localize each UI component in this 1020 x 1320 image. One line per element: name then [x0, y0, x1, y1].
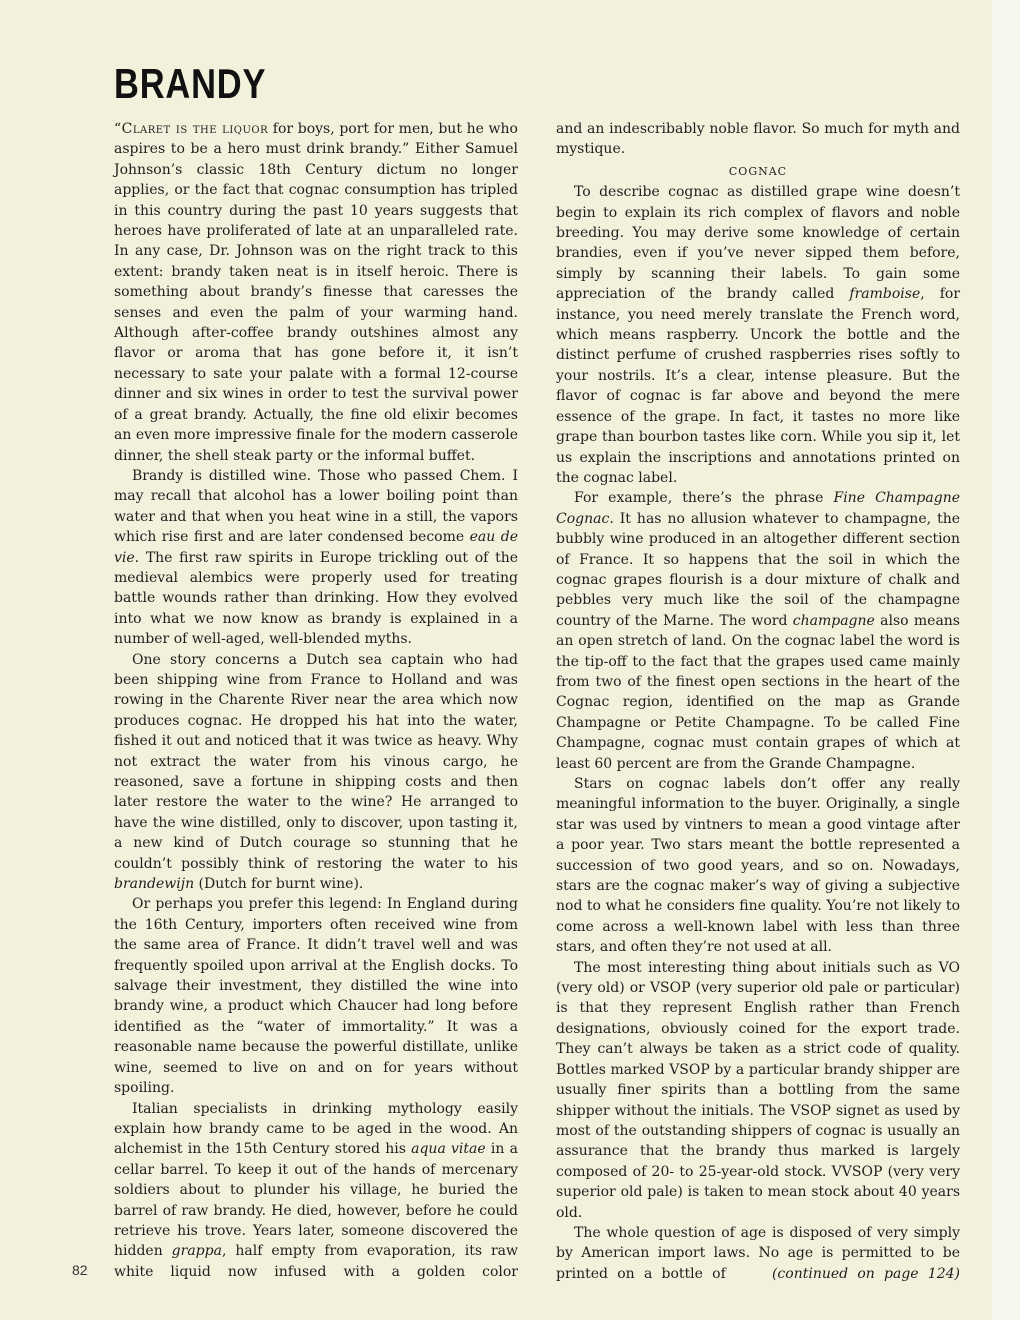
paragraph: One story concerns a Dutch sea captain who had been shipping wine from France to Holland and was rowing in the Charente River near the area which now produces cognac. He dropped his hat into the water, fished it out and noticed that it was twice as heavy. Why not extract the water from his vinous cargo, he reasoned, save a fortune in shipping costs and then later restore the water to the wine? He arranged to have the wine distilled, only to discover, upon tasting it, a new kind of Dutch courage so stunning that he couldn’t possibly think of restoring the water to his brandewijn (Dutch for burnt wine). — [114, 651, 518, 893]
page-edge — [992, 0, 1020, 1320]
italic-term: framboise — [849, 286, 921, 303]
paragraph: Stars on cognac labels don’t offer any really meaningful information to the buyer. Originally, a single star was used by vintners to mean a good vintage after a poor year. Two stars meant the bottle represented a succession of two good years, and so on. Nowadays, stars are the cognac maker’s way of giving a subjective nod to what he considers fine quality. You’re not likely to come across a well-known label with less than three stars, and often they’re not used at all. — [556, 776, 960, 956]
article-title: BRANDY — [114, 60, 267, 107]
italic-term: champagne — [792, 612, 875, 629]
lead-in: “Claret is the liquor — [114, 121, 269, 137]
italic-term: eau de vie — [114, 529, 518, 566]
paragraph: For example, there’s the phrase Fine Champagne Cognac. It has no allusion whatever to champagne, the bubbly wine produced in an altogether different section of France. It so happens that the soil in which the cognac grapes flourish is a dour mixture of chalk and pebbles very much like the soil of the champagne country of the Marne. The word champagne also means an open stretch of land. On the cognac label the word is the tip-off to the fact that the grapes used came mainly from two of the finest open sections in the heart of the Cognac region, identified on the map as Grande Champagne or Petite Champagne. To be called Fine Champagne, cognac must contain grapes of which at least 60 percent are from the Grande Champagne. — [556, 490, 960, 772]
paragraph: Or perhaps you prefer this legend: In England during the 16th Century, importers often received wine from the same area of France. It didn’t travel well and was frequently spoiled upon arrival at the English docks. To salvage their investment, they distilled the wine into brandy wine, a product which Chaucer had long before identified as the “water of immortality.” It was a reasonable name because the powerful distillate, unlike wine, seemed to live on and on for years without spoiling. — [114, 896, 518, 1097]
page-number: 82 — [72, 1262, 88, 1278]
paragraph: “Claret is the liquor for boys, port for men, but he who aspires to be a hero must drink brandy.” Either Samuel Johnson’s classic 18th Century dictum no longer applies, or the fact that cognac consumption has tripled in this country during the past 10 years suggests that heroes have proliferated of late at an unparalleled rate. In any case, Dr. Johnson was on the right track to this extent: brandy taken neat is in itself heroic. There is something about brandy’s finesse that caresses the senses and even the palm of your warming hand. Although after-coffee brandy outshines almost any flavor or aroma that has gone before it, it isn’t necessary to sate your palate with a formal 12-course dinner and six wines in order to test the survival power of a great brandy. Actually, the fine old elixir becomes an even more impressive finale for the modern casserole dinner, the shell steak party or the informal buffet. — [114, 121, 518, 464]
section-heading: COGNAC — [728, 164, 788, 178]
paragraph: and an indescribably noble flavor. So much for myth and mystique. — [556, 121, 960, 158]
italic-term: Fine Champagne Cognac — [556, 490, 960, 527]
italic-term: grappa — [171, 1243, 222, 1260]
paragraph: Italian specialists in drinking mythology easily explain how brandy came to be aged in the wood. An alchemist in the 15th Century stored his aqua vitae in a cellar barrel. To keep it out of the hands of mercenary soldiers about to plunder his village, he buried the barrel of raw brandy. He died, however, before he could retrieve his trove. Years later, someone discovered the hidden grappa, half empty from evaporation, its raw white liquid now infused with a golden color — [114, 1100, 519, 1280]
paragraph: The whole question of age is disposed of very simply by American import laws. No age is permitted to be printed on a bottle of (continued on page 124) — [556, 1224, 960, 1282]
left-column — [114, 119, 518, 1282]
right-column — [556, 119, 960, 1284]
italic-term: aqua vitae — [411, 1141, 486, 1158]
paragraph: To describe cognac as distilled grape wine doesn’t begin to explain its rich complex of flavors and noble breeding. You may derive some knowledge of certain brandies, even if you’ve never sipped them before, simply by scanning their labels. To gain some appreciation of the brandy called framboise, for instance, you need merely translate the French word, which means raspberry. Uncork the bottle and the distinct perfume of crushed raspberries rises softly to your nostrils. It’s a clear, intense pleasure. But the flavor of cognac is far above and beyond the mere essence of the grape. In fact, it tastes no more like grape than bourbon tastes like corn. While you sip it, let us explain the inscriptions and annotations printed on the cognac label. — [556, 184, 961, 486]
continued-note: (continued on page 124) — [771, 1265, 960, 1282]
paragraph: Brandy is distilled wine. Those who passed Chem. I may recall that alcohol has a lower boiling point than water and that when you heat wine in a still, the vapors which rise first and are later condensed become eau de vie. The first raw spirits in Europe trickling out of the medieval alembics were properly used for treating battle wounds rather than drinking. How they evolved into what we now know as brandy is explained in a number of well-aged, well-blended myths. — [114, 467, 518, 648]
italic-term: brandewijn — [114, 876, 195, 893]
paragraph: The most interesting thing about initials such as VO (very old) or VSOP (very superior old pale or particular) is that they represent English rather than French designations, obviously coined for the export trade. They can’t always be taken as a strict code of quality. Bottles marked VSOP by a particular brandy shipper are usually finer spirits than a bottling from the same shipper without the initials. The VSOP signet as used by most of the outstanding shippers of cognac is usually an assurance that the brandy thus marked is largely composed of 20- to 25-year-old stock. VVSOP (very very superior old pale) is taken to mean stock about 40 years old. — [556, 959, 960, 1221]
